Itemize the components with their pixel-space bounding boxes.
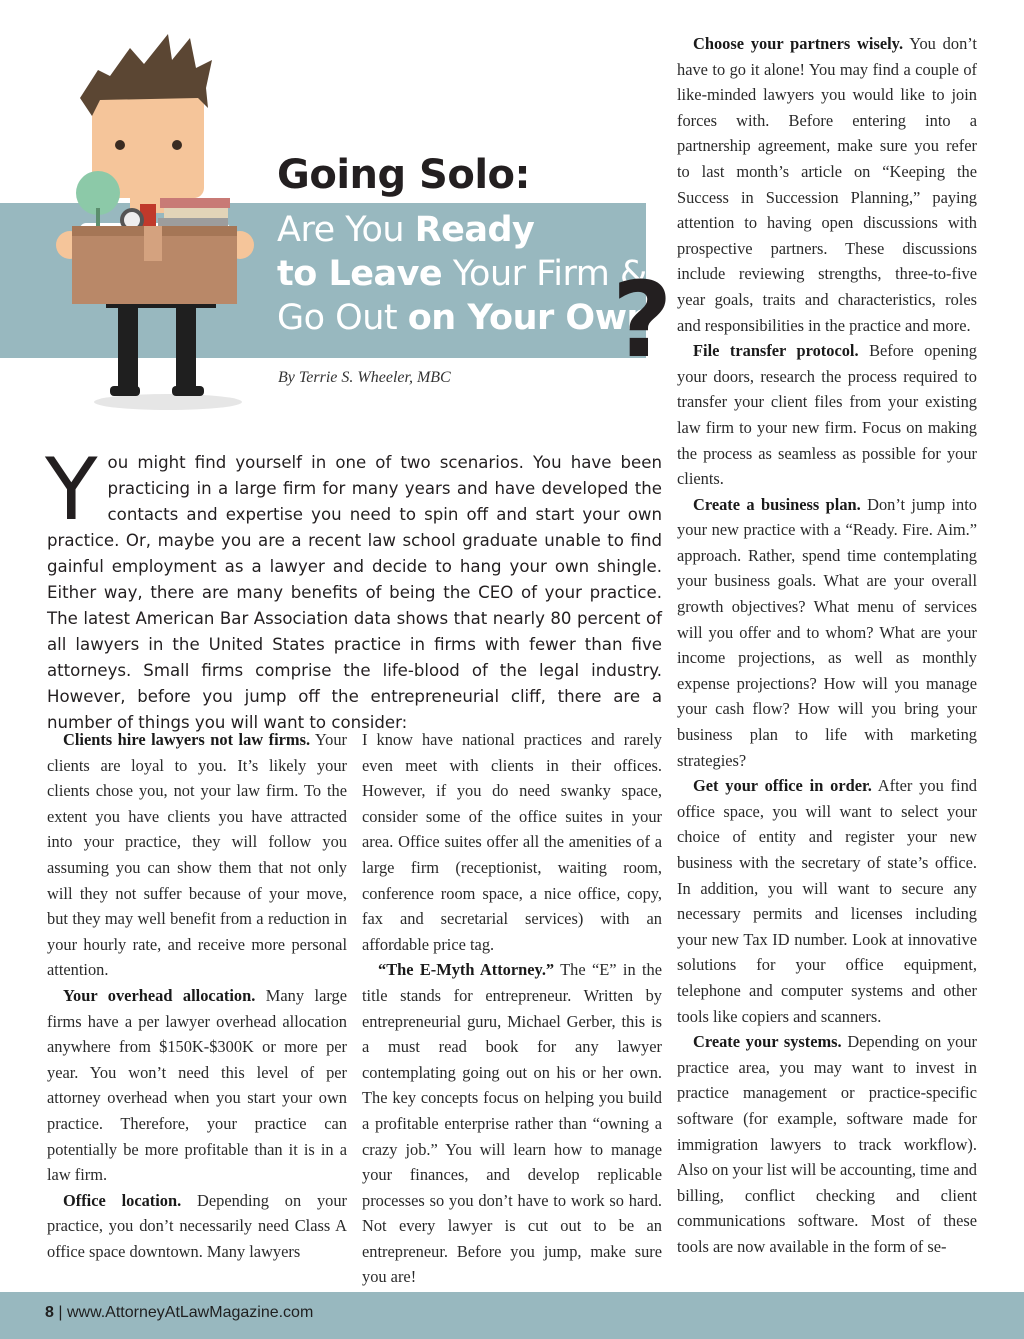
paragraph-text: Don’t jump into your new practice with a “Ready. Fire. Aim.” approach. Rather, spend time contemplating your business goals. What are your overall growth objectives? What menu of services will you offer and to whom? What are your income projections, as well as monthly expense projections? How will you manage your cash flow? How will you bring your business plan to life with marketing strategies? xyxy=(677,494,977,770)
paragraph-text: Depending on your practice area, you may want to invest in practice management or practice-specific software (for example, software made for immigration lawyers to track workflow). Also on your list will be accounting, time and billing, conflict checking and client communications software. Most of these tools are now available in the form of se- xyxy=(677,1032,977,1256)
paragraph-heading: Clients hire lawyers not law firms. xyxy=(63,730,311,749)
paragraph xyxy=(677,1029,977,1259)
footer-separator: | xyxy=(53,1304,67,1321)
paragraph-heading: Your overhead allocation. xyxy=(63,985,256,1005)
article-column-1 xyxy=(47,727,347,1264)
subtitle-emphasis: Ready xyxy=(414,210,535,250)
paragraph xyxy=(362,727,662,957)
paragraph-heading: File transfer protocol. xyxy=(693,341,859,361)
paragraph-text: Before opening your doors, research the process required to transfer your client files from your existing law firm to your new firm. Focus on making the process as seamless as possible for your clients. xyxy=(677,341,977,489)
footer-url[interactable]: www.AttorneyAtLawMagazine.com xyxy=(66,1304,314,1321)
illustration-man-with-box xyxy=(40,28,270,420)
subtitle-text: Your Firm & xyxy=(442,254,647,294)
subtitle-text: Go Out xyxy=(277,298,408,338)
question-mark: ? xyxy=(612,259,673,381)
article-column-3 xyxy=(677,31,977,1260)
subtitle-emphasis: to Leave xyxy=(277,254,443,294)
paragraph xyxy=(47,1188,347,1265)
paragraph-heading: “The E-Myth Attorney.” xyxy=(378,960,555,980)
article-subtitle-line-3 xyxy=(277,298,651,338)
paragraph xyxy=(47,727,347,983)
paragraph xyxy=(677,492,977,774)
paragraph-text: Your clients are loyal to you. It’s likely your clients chose you, not your law firm. To the extent you have clients you have attracted into your practice, they will follow you assuming you can show them that not only will they not suffer because of your move, but they may well benefit from a reduction in your hourly rate, and receive more personal attention. xyxy=(47,730,347,980)
intro-text: ou might find yourself in one of two scenarios. You have been practicing in a large firm for many years and have developed the contacts and expertise you need to spin off and start your own practice. Or, maybe you are a recent law school graduate unable to find gainful employment as a lawyer and decide to hang your own shingle. Either way, there are many benefits of being the CEO of your practice. The latest American Bar Association data shows that nearly 80 percent of all lawyers in the United States practice in firms with fewer than five attorneys. Small firms comprise the life-blood of the legal industry. However, before you jump off the entrepreneurial cliff, there are a number of things you will want to consider: xyxy=(47,453,662,732)
paragraph xyxy=(677,773,977,1029)
paragraph-text: The “E” in the title stands for entrepreneur. Written by entrepreneurial guru, Michael Gerber, this is a must read book for any lawyer contemplating going out on his or her own. The key concepts focus on helping you build a profitable enterprise rather than “owning a crazy job.” You will learn how to manage your finances, and develop replicable processes so you don’t have to work so hard. Not every lawyer is cut out to be an entrepreneur. Before you jump, make sure you are! xyxy=(362,960,662,1287)
paragraph-text: Many large firms have a per lawyer overhead allocation anywhere from $150K-$300K or more per year. You won’t need this level of per attorney overhead when you start your own practice. Therefore, your practice can potentially be more profitable than it is in a law firm. xyxy=(47,985,347,1185)
article-title: Going Solo: xyxy=(277,152,531,198)
paragraph xyxy=(362,957,662,1290)
paragraph xyxy=(677,338,977,492)
article-subtitle-line-2 xyxy=(277,254,647,294)
page-footer xyxy=(45,1304,313,1322)
article-subtitle-line-1 xyxy=(277,210,534,250)
paragraph-text: You don’t have to go it alone! You may find a couple of like-minded lawyers you would like to join forces with. Before entering into a partnership agreement, make sure you refer to last month’s article on “Keeping the Success in Succession Planning,” paying attention to having open discussions with prospective partners. These discussions include reviewing strengths, three-to-five year goals, traits and characteristics, roles and responsibilities in the practice and more. xyxy=(677,34,977,335)
intro-paragraph xyxy=(45,440,662,736)
paragraph-heading: Get your office in order. xyxy=(693,776,872,796)
paragraph-text: After you find office space, you will want to select your choice of entity and register your new business with the secretary of state’s office. In addition, you will want to secure any necessary permits and licenses including your new Tax ID number. Look at innovative solutions for your office equipment, telephone and computer systems and other tools like copiers and scanners. xyxy=(677,776,977,1026)
byline: By Terrie S. Wheeler, MBC xyxy=(278,369,451,386)
drop-cap: Y xyxy=(45,440,98,540)
paragraph xyxy=(47,983,347,1188)
page-number: 8 xyxy=(45,1304,54,1321)
paragraph-heading: Choose your partners wisely. xyxy=(693,34,904,53)
paragraph xyxy=(677,31,977,338)
article-column-2 xyxy=(362,727,662,1290)
paragraph-text: I know have national practices and rarely even meet with clients in their offices. However, if you do need swanky space, consider some of the office suites in your area. Office suites offer all the amenities of a large firm (receptionist, waiting room, conference room space, a nice office, copy, fax and secretarial services) with an affordable price tag. xyxy=(362,730,662,954)
paragraph-heading: Create your systems. xyxy=(693,1032,842,1052)
paragraph-heading: Create a business plan. xyxy=(693,494,861,514)
paragraph-heading: Office location. xyxy=(63,1190,182,1210)
paragraph-text: Depending on your practice, you don’t necessarily need Class A office space downtown. Many lawyers xyxy=(47,1190,347,1261)
subtitle-text: Are You xyxy=(277,210,415,250)
subtitle-emphasis: on Your Own xyxy=(407,298,651,338)
